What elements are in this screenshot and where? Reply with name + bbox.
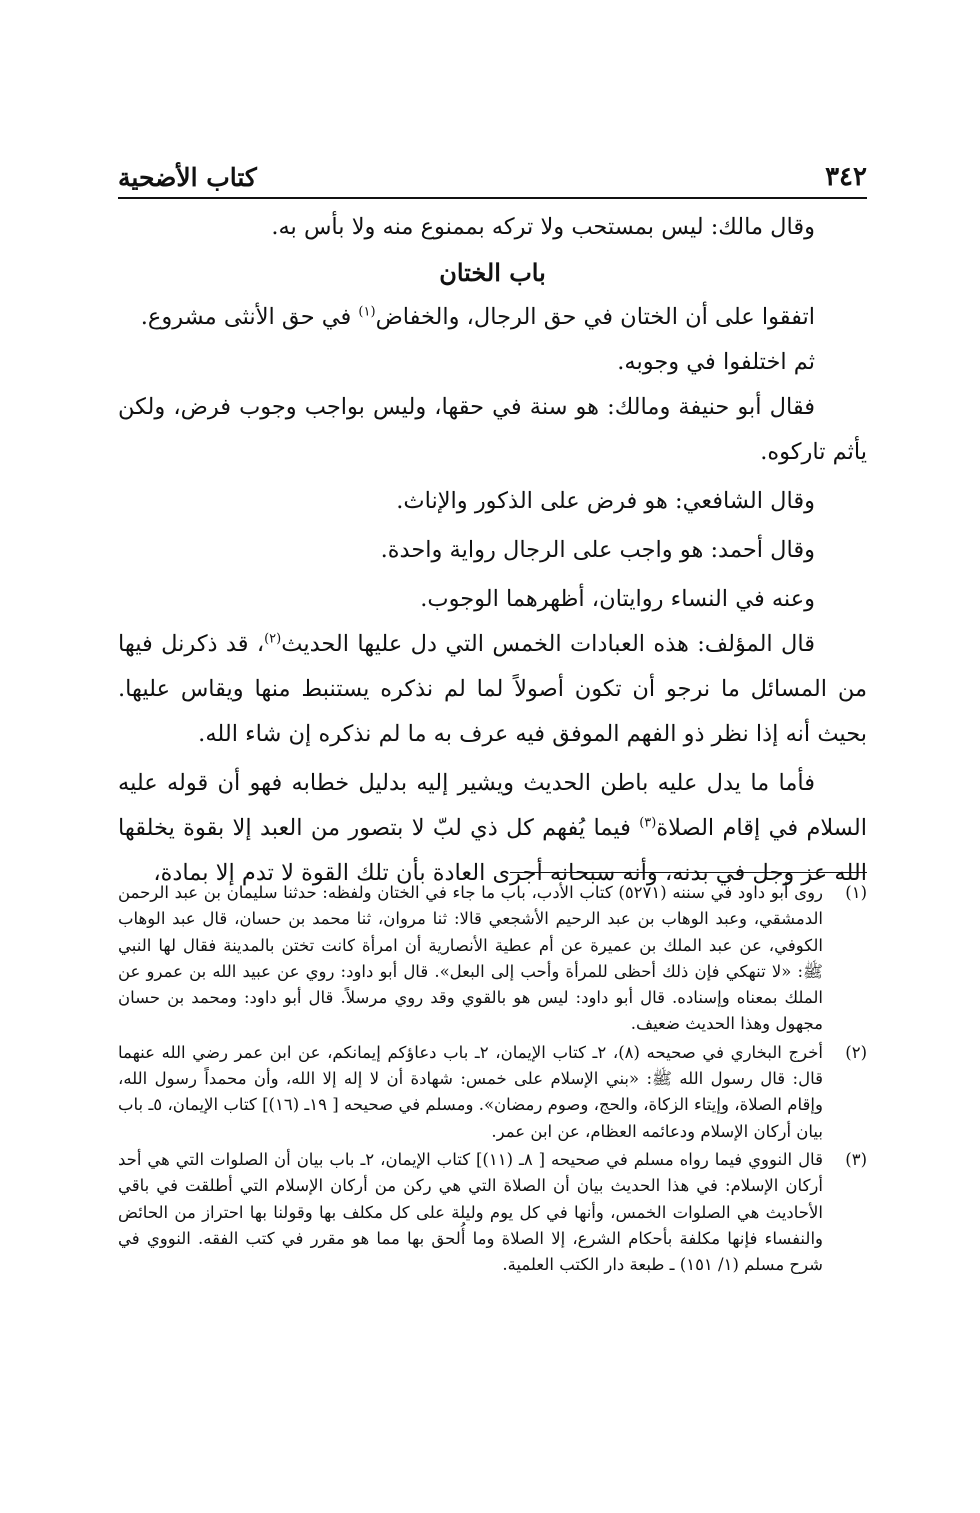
- paragraph-shafii: وقال الشافعي: هو فرض على الذكور والإناث.: [396, 488, 815, 514]
- paragraph-author-text-end: ، قد ذكرنل فيها من المسائل ما نرجو أن تكون أصولاً لما لم نذكره يستنبط منها ويقاس عليها. بحيث أنه إذا نظر ذو الفهم الموفق فيه عرف به ما لم نذكره إن شاء الله.: [118, 631, 867, 747]
- page-number: ٣٤٢: [825, 162, 867, 192]
- section-heading: باب الختان: [439, 258, 546, 287]
- footnote-text: روى أبو داود في سننه (٥٢٧١) كتاب الأدب، باب ما جاء في الختان ولفظه: حدثنا سليمان بن عبد الرحمن الدمشقي، وعبد الوهاب بن عبد الرحيم الأشجعي قالا: ثنا مروان، ثنا محمد بن حسان، قال عبد الوهاب الكوفي، عن عبد الملك بن عميرة عن أم عطية الأنصارية أن امرأة كانت تختن بالمدينة فقال لها النبي ﷺ: «لا تنهكي فإن ذلك أحظى للمرأة وأحب إلى البعل». قال أبو داود: روي عن عبيد الله بن عمرو عن الملك بمعناه وإسناده. قال أبو داود: ليس هو بالقوي وقد روي مرسلاً. قال أبو داود: ومحمد بن حسان مجهول وهذا الحديث ضعيف.: [118, 883, 824, 1034]
- footnote-2: [118, 1040, 867, 1145]
- paragraph-women: وعنه في النساء روايتان، أظهرهما الوجوب.: [420, 586, 815, 612]
- footnote-ref-2: (٢): [264, 631, 282, 647]
- footnote-ref-1: (١): [358, 304, 376, 320]
- paragraph-differ: ثم اختلفوا في وجوبه.: [617, 349, 815, 375]
- footnote-ref-3: (٣): [639, 815, 657, 831]
- page-header: [118, 150, 867, 192]
- footnote-text: قال النووي فيما رواه مسلم في صحيحه [ ٨ـ (١١)] كتاب الإيمان، ٢ـ باب بيان أن الصلوات التي هي أحد أركان الإسلام: في هذا الحديث بيان أن الصلاة التي هي ركن من أركان الإسلام التي أطلقت في باقي الأحاديث هي الصلوات الخمس، وأنها في كل يوم وليلة على كل مكلف بها وقولنا بها احتراز من الحائض والنفساء فإنها مكلفة بأحكام الشرع، إلا الصلاة وما أُلحق بها مما هو مقرر في كتب الفقه. النووي في شرح مسلم (١/ ١٥١) ـ طبعة دار الكتب العلمية.: [118, 1149, 823, 1275]
- footnote-1: [118, 880, 867, 1038]
- running-title: كتاب الأضحية: [118, 163, 257, 192]
- footnote-number: (٢): [845, 1042, 867, 1062]
- footnotes-separator: [510, 872, 867, 873]
- paragraph-abu-hanifa: فقال أبو حنيفة ومالك: هو سنة في حقها، وليس بواجب وجوب فرض، ولكن يأثم تاركوه.: [118, 394, 867, 465]
- footnote-text: أخرج البخاري في صحيحه (٨)، ٢ـ كتاب الإيمان، ٢ـ باب دعاؤكم إيمانكم، عن ابن عمر رضي الله عنهما قال: قال رسول الله ﷺ: «بني الإسلام على خمس: شهادة أن لا إله إلا الله، وأن محمداً رسول الله، وإقام الصلاة، وإيتاء الزكاة، والحج، وصوم رمضان». ومسلم في صحيحه [ ١٩ـ (١٦)] كتاب الإيمان، ٥ـ باب بيان أركان الإسلام ودعائمه العظام، عن ابن عمر.: [118, 1042, 823, 1141]
- footnotes: [118, 880, 867, 1280]
- paragraph-author-text: قال المؤلف: هذه العبادات الخمس التي دل عليها الحديث: [281, 631, 815, 657]
- paragraph-batin-text: فأما ما يدل عليه باطن الحديث ويشير إليه بدليل خطابه فهو أن قوله عليه السلام في إقام الصلاة: [118, 770, 867, 841]
- paragraph-agreement: [118, 295, 867, 340]
- paragraph-author: [118, 622, 867, 757]
- footnote-number: (٣): [845, 1149, 867, 1169]
- header-rule: [118, 197, 867, 199]
- main-text: [118, 205, 867, 896]
- paragraph-agreement-text-end: في حق الأنثى مشروع.: [140, 304, 359, 330]
- paragraph-ahmad: وقال أحمد: هو واجب على الرجال رواية واحدة.: [380, 537, 815, 563]
- footnote-3: [118, 1147, 867, 1278]
- paragraph-agreement-text: اتفقوا على أن الختان في حق الرجال، والخفاض: [375, 304, 815, 330]
- paragraph-batin: [118, 761, 867, 896]
- paragraph-batin-text-end: فيما يُفهم كل ذي لبّ لا بتصور من العبد إلا بقوة يخلقها الله عز وجل في بدنه، وأنه سبحانه أجرى العادة بأن تلك القوة لا تدم إلا بمادة،: [118, 815, 867, 886]
- paragraph-malik: وقال مالك: ليس بمستحب ولا تركه بممنوع منه ولا بأس به.: [271, 214, 815, 240]
- footnote-number: (١): [845, 883, 867, 902]
